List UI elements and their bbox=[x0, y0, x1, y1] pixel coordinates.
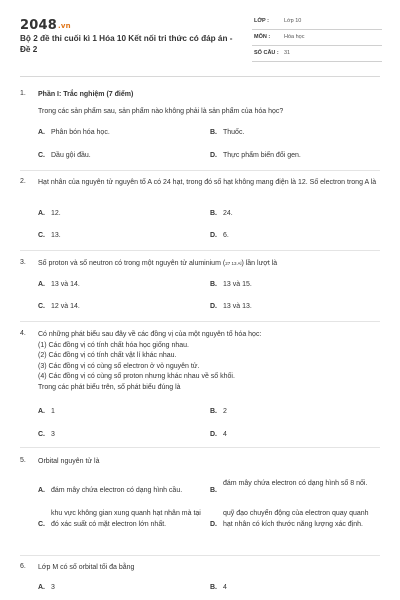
option-letter: D. bbox=[210, 303, 217, 310]
option-letter: B. bbox=[210, 487, 217, 494]
logo-text: 2048 bbox=[20, 18, 57, 33]
option-text: 4 bbox=[223, 584, 227, 591]
option-text: Dầu gội đầu. bbox=[51, 152, 91, 159]
logo-suffix: .vn bbox=[57, 22, 71, 30]
question-1 bbox=[20, 90, 380, 170]
question-text-part: ) lần lượt là bbox=[241, 260, 278, 267]
option-text: 1 bbox=[51, 408, 55, 415]
option-letter: B. bbox=[210, 408, 217, 415]
option-letter: A. bbox=[38, 129, 45, 136]
option-text: đám mây chứa electron có dạng hình cầu. bbox=[51, 487, 183, 494]
question-line: (1) Các đồng vị có tính chất hóa học giống nhau. bbox=[38, 341, 189, 349]
question-line: Trong các phát biểu trên, số phát biểu đúng là bbox=[38, 383, 181, 391]
question-number: 4. bbox=[20, 330, 26, 337]
question-2 bbox=[20, 178, 380, 250]
meta-subject bbox=[252, 31, 382, 46]
option-letter: B. bbox=[210, 584, 217, 591]
option-letter: A. bbox=[38, 210, 45, 217]
option-letter: A. bbox=[38, 408, 45, 415]
meta-key-subject: MÔN : bbox=[254, 34, 271, 40]
option-letter: B. bbox=[210, 210, 217, 217]
option-text: đám mây chứa electron có dạng hình số 8 nối. bbox=[223, 480, 368, 487]
option-letter: C. bbox=[38, 152, 45, 159]
question-text: Orbital nguyên tử là bbox=[38, 458, 100, 465]
option-text: Thuốc. bbox=[223, 129, 245, 136]
option-letter: A. bbox=[38, 584, 45, 591]
meta-key-grade: LỚP : bbox=[254, 18, 269, 24]
option-letter: D. bbox=[210, 431, 217, 438]
option-text: khu vực không gian xung quanh hạt nhân mà tại đó xác suất có mặt electron lớn nhất. bbox=[51, 510, 201, 528]
option-text: 4 bbox=[223, 431, 227, 438]
question-3 bbox=[20, 259, 380, 321]
meta-key-question-count: SỐ CÂU : bbox=[254, 50, 279, 56]
option-text: 3 bbox=[51, 431, 55, 438]
meta-value-question-count: 31 bbox=[284, 50, 291, 56]
question-divider bbox=[20, 170, 380, 171]
option-letter: A. bbox=[38, 281, 45, 288]
question-5 bbox=[20, 457, 380, 555]
option-text: 13. bbox=[51, 232, 61, 239]
isotope-notation: 27 13 Al bbox=[225, 261, 242, 266]
option-text: Thực phẩm biến đổi gen. bbox=[223, 152, 301, 159]
option-letter: A. bbox=[38, 487, 45, 494]
question-number: 2. bbox=[20, 178, 26, 185]
exam-title: Bộ 2 đề thi cuối kì 1 Hóa 10 Kết nối tri thức có đáp án - Đề 2 bbox=[20, 34, 233, 54]
question-number: 5. bbox=[20, 457, 26, 464]
question-number: 1. bbox=[20, 90, 26, 97]
question-number: 3. bbox=[20, 259, 26, 266]
meta-grade bbox=[252, 15, 382, 30]
option-letter: D. bbox=[210, 521, 217, 528]
question-line: (4) Các đồng vị có cùng số proton nhưng khác nhau về số khối. bbox=[38, 373, 235, 380]
option-text: 13 và 14. bbox=[51, 281, 80, 288]
question-divider bbox=[20, 447, 380, 448]
question-text: Trong các sản phẩm sau, sản phẩm nào không phải là sản phẩm của hóa học? bbox=[38, 108, 284, 115]
option-letter: D. bbox=[210, 232, 217, 239]
question-text: Lớp M có số orbital tối đa bằng bbox=[38, 564, 135, 571]
meta-question-count bbox=[252, 47, 382, 62]
option-text: 24. bbox=[223, 210, 233, 217]
meta-value-grade: Lớp 10 bbox=[284, 18, 302, 24]
meta-value-subject: Hóa học bbox=[284, 34, 305, 40]
exam-meta bbox=[252, 15, 382, 63]
option-letter: C. bbox=[38, 521, 45, 528]
option-text: 12. bbox=[51, 210, 61, 217]
option-text: 12 và 14. bbox=[51, 303, 80, 310]
question-divider bbox=[20, 250, 380, 251]
option-text: 13 và 13. bbox=[223, 303, 252, 310]
option-text: 3 bbox=[51, 584, 55, 591]
option-text: 2 bbox=[223, 408, 227, 415]
question-6 bbox=[20, 563, 380, 598]
option-text: 6. bbox=[223, 232, 229, 239]
header-divider bbox=[20, 76, 380, 77]
option-text: 13 và 15. bbox=[223, 281, 252, 288]
question-line: (2) Các đồng vị có tính chất vật lí khác nhau. bbox=[38, 352, 177, 359]
page-header bbox=[0, 0, 400, 70]
section-title: Phần I: Trắc nghiệm (7 điểm) bbox=[38, 91, 134, 98]
option-letter: C. bbox=[38, 303, 45, 310]
question-text: Hạt nhân của nguyên tử nguyên tố A có 24 hạt, trong đó số hạt không mang điện là 12. Số electron trong A là bbox=[38, 179, 377, 186]
site-logo[interactable] bbox=[20, 18, 71, 33]
question-text-part: Số proton và số neutron có trong một nguyên tử aluminium ( bbox=[38, 260, 226, 267]
question-line: Có những phát biểu sau đây về các đồng vị của một nguyên tố hóa học: bbox=[38, 331, 262, 338]
question-number: 6. bbox=[20, 563, 26, 570]
option-letter: B. bbox=[210, 281, 217, 288]
question-divider bbox=[20, 555, 380, 556]
option-letter: C. bbox=[38, 431, 45, 438]
option-letter: D. bbox=[210, 152, 217, 159]
option-text: quỹ đạo chuyển động của electron quay quanh hạt nhân có kích thước năng lượng xác định. bbox=[223, 510, 369, 528]
question-4 bbox=[20, 330, 380, 447]
question-text bbox=[38, 259, 378, 270]
question-section bbox=[38, 90, 378, 101]
question-divider bbox=[20, 321, 380, 322]
option-letter: C. bbox=[38, 232, 45, 239]
option-letter: B. bbox=[210, 129, 217, 136]
question-line: (3) Các đồng vị có cùng số electron ở vỏ nguyên tử. bbox=[38, 362, 200, 370]
option-text: Phân bón hóa học. bbox=[51, 129, 110, 136]
